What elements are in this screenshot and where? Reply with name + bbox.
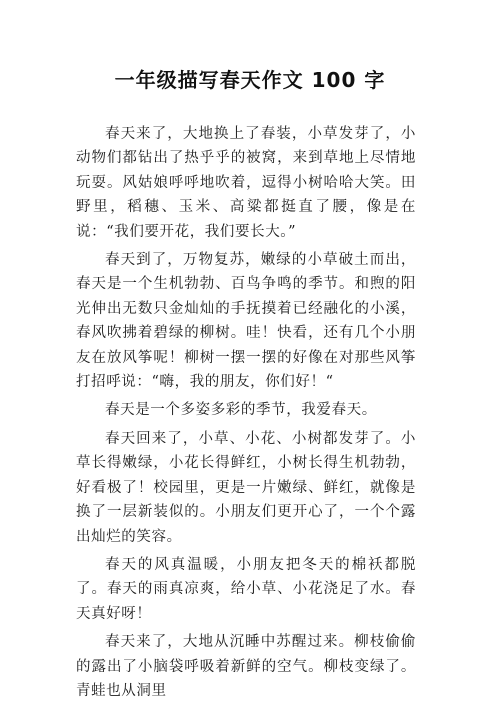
paragraph-3: 春天是一个多姿多彩的季节，我爱春天。: [105, 402, 377, 419]
document-title: 一年级描写春天作文 100 字: [114, 68, 386, 92]
paragraph-4: 春天回来了，小草、小花、小树都发芽了。小草长得嫩绿，小花长得鲜红，小树长得生机勃勃，好看极了！校园里，更是一片嫩绿、鲜红，就像是换了一层新装似的。小朋友们更开心了，一个个露出灿烂的笑容。: [76, 430, 416, 545]
paragraph-1: 春天来了，大地换上了春装，小草发芽了，小动物们都钻出了热乎乎的被窝，来到草地上尽情地玩耍。风姑娘呼呼地吹着，逗得小树哈哈大笑。田野里，稻穗、玉米、高粱都挺直了腰，像是在说：“我们要开花，我们要长大。”: [76, 126, 416, 240]
paragraph-5: 春天的风真温暖，小朋友把冬天的棉袄都脱了。春天的雨真凉爽，给小草、小花浇足了水。春天真好呀！: [76, 556, 416, 622]
paragraph-2: 春天到了，万物复苏，嫩绿的小草破土而出，春天是一个生机勃勃、百鸟争鸣的季节。和煦的阳光伸出无数只金灿灿的手抚摸着已经融化的小溪，春风吹拂着碧绿的柳树。哇！快看，还有几个小朋友在放风筝呢！柳树一摆一摆的好像在对那些风筝打招呼说：“嗨，我的朋友，你们好！“: [76, 252, 416, 391]
paragraph-6: 春天来了，大地从沉睡中苏醒过来。柳枝偷偷的露出了小脑袋呼吸着新鲜的空气。柳枝变绿了。青蛙也从洞里: [76, 634, 416, 699]
document-body: [76, 122, 416, 707]
